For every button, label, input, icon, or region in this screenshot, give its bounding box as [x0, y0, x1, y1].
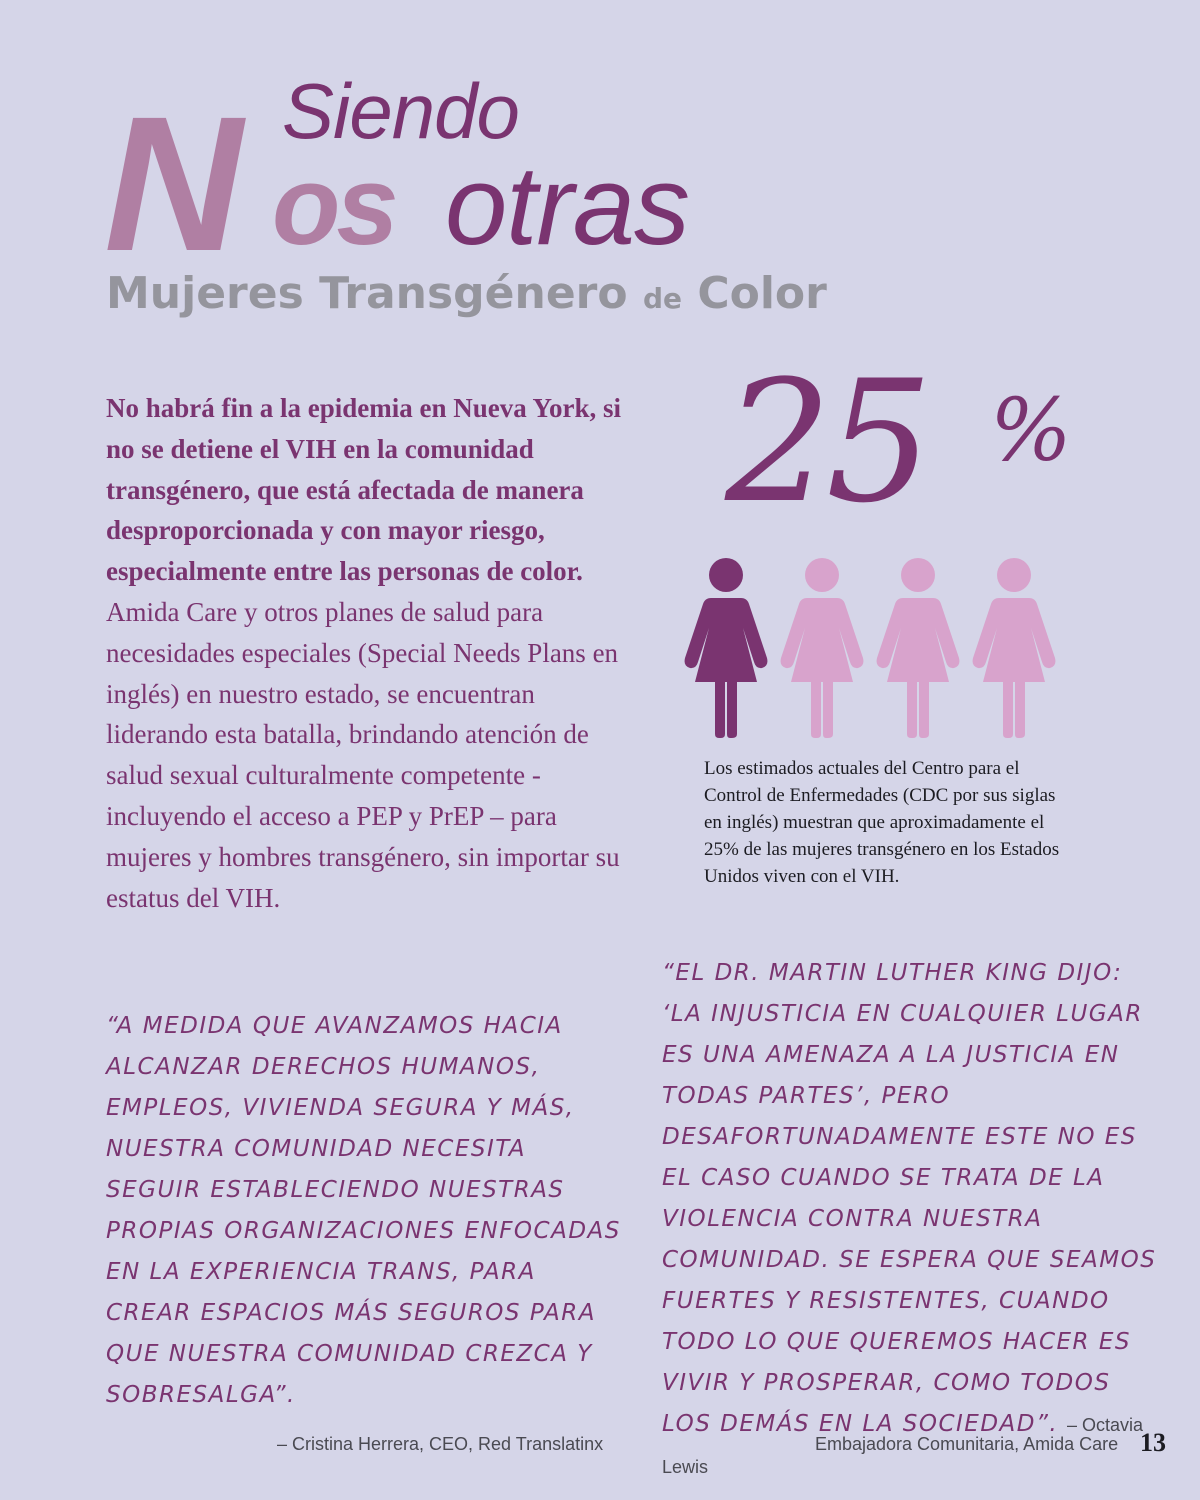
title-siendo: Siendo — [282, 67, 519, 155]
subtitle-end: Color — [697, 268, 827, 319]
page-number: 13 — [1140, 1428, 1166, 1457]
woman-icon — [683, 558, 769, 738]
title-otras: otras — [445, 143, 689, 268]
woman-icon — [875, 558, 961, 738]
title-nos-rest: os — [272, 143, 395, 268]
quote-cristina-herrera: “A MEDIDA QUE AVANZAMOS HACIA ALCANZAR DERECHOS HUMANOS, EMPLEOS, VIVIENDA SEGURA Y MÁS, NUESTRA COMUNIDAD NECESITA SEGUIR ESTABLECIENDO NUESTRAS PROPIAS ORGANIZACIONES ENFOCADAS EN LA EXPERIENCIA TRANS, PARA CREAR ESPACIOS MÁS SEGUROS PARA QUE NUESTRA COMUNIDAD CREZCA Y SOBRESALGA”. — [106, 1013, 621, 1408]
stat-percent-sign: % — [990, 381, 1072, 481]
woman-icon — [779, 558, 865, 738]
quote-octavia-lewis — [662, 953, 1162, 1488]
title-nos-initial: N — [104, 76, 235, 291]
woman-icon — [971, 558, 1057, 738]
intro-paragraph — [106, 388, 626, 918]
quote-octavia-text: “EL DR. MARTIN LUTHER KING DIJO: ‘LA INJUSTICIA EN CUALQUIER LUGAR ES UNA AMENAZA A LA JUSTICIA EN TODAS PARTES’, PERO DESAFORTUNADAMENTE ESTE NO ES EL CASO CUANDO SE TRATA DE LA VIOLENCIA CONTRA NUESTRA COMUNIDAD. SE ESPERA QUE SEAMOS FUERTES Y RESISTENTES, CUANDO TODO LO QUE QUEREMOS HACER ES VIVIR Y PROSPERAR, COMO TODOS LOS DEMÁS EN LA SOCIEDAD”. — [662, 960, 1157, 1437]
subtitle — [106, 268, 827, 319]
subtitle-de: de — [642, 282, 682, 315]
stat-caption: Los estimados actuales del Centro para el Control de Enfermedades (CDC por sus siglas en inglés) muestran que aproximadamente el 25% de las mujeres transgénero en los Estados Unidos viven con el VIH. — [704, 758, 1060, 887]
attribution-octavia-role: Embajadora Comunitaria, Amida Care — [815, 1434, 1119, 1454]
subtitle-main: Mujeres Transgénero — [106, 268, 628, 319]
intro-bold: No habrá fin a la epidemia en Nueva York, si no se detiene el VIH en la comunidad transgénero, que está afectada de manera desproporcionada y con mayor riesgo, especialmente entre las personas de color. — [106, 393, 622, 587]
pictogram — [683, 558, 1073, 738]
attribution-cristina-herrera: – Cristina Herrera, CEO, Red Translatinx — [277, 1434, 604, 1454]
intro-regular: Amida Care y otros planes de salud para necesidades especiales (Special Needs Plans en inglés) en nuestro estado, se encuentran liderando esta batalla, brindando atención de salud sexual culturalmente competente - incluyendo el acceso a PEP y PrEP – para mujeres y hombres transgénero, sin importar su estatus del VIH. — [106, 596, 620, 913]
stat-number: 25 — [725, 344, 927, 540]
attribution-octavia-name: – Octavia Lewis — [662, 1415, 1144, 1477]
